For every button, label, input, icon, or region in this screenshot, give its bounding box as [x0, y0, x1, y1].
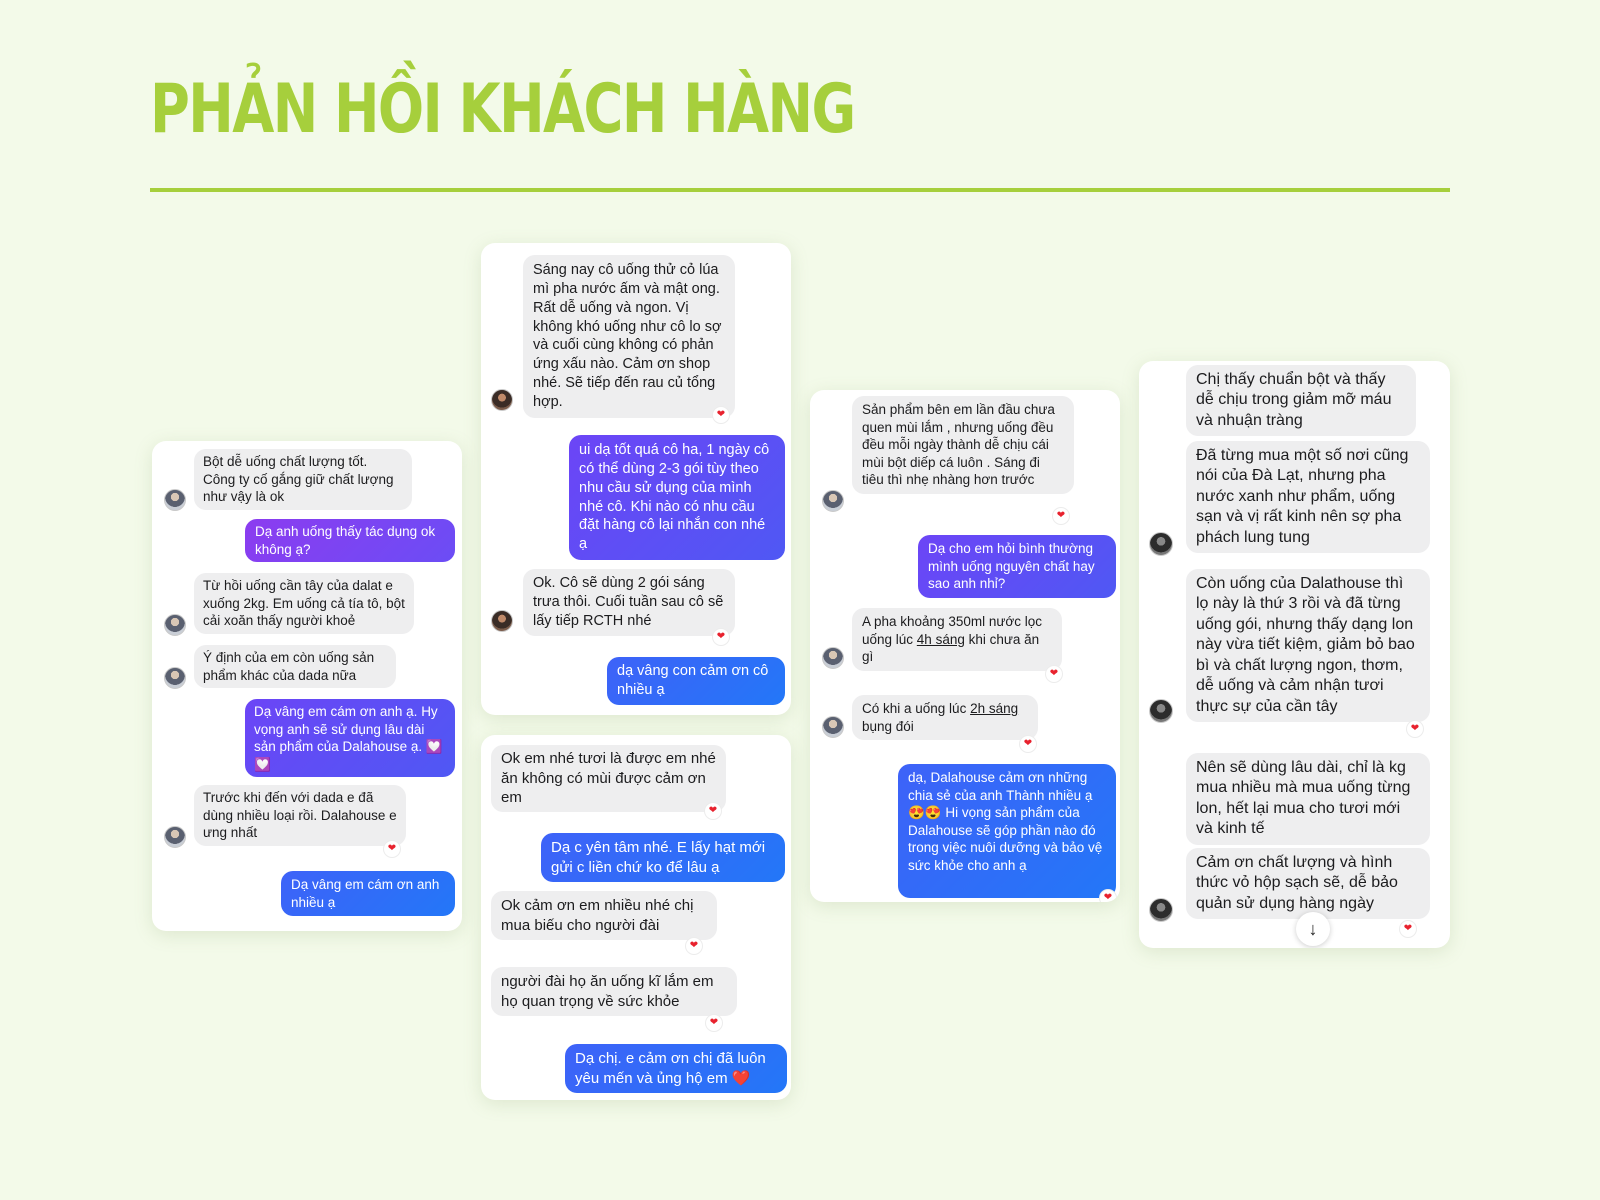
heart-icon: ❤	[1400, 921, 1416, 937]
customer-avatar	[822, 647, 844, 669]
title-divider	[150, 188, 1450, 192]
customer-avatar	[164, 614, 186, 636]
message-bubble: Còn uống của Dalathouse thì lọ này là thứ 3 rồi và đã từng uống gói, nhưng thấy dạng lon này vừa tiết kiệm, giảm bỏ bao bì và chất lượng ngon, thơm, dễ uống và cảm nhận tươi thực sự của cần tây	[1186, 569, 1430, 722]
message-bubble: Nên sẽ dùng lâu dài, chỉ là kg mua nhiều mà mua uống từng lon, hết lại mua cho tươi mới và kinh tế	[1186, 753, 1430, 845]
message-bubble: Trước khi đến với dada e đã dùng nhiều loại rồi. Dalahouse e ưng nhất	[194, 785, 406, 846]
customer-avatar	[491, 610, 513, 632]
heart-icon: ❤	[713, 407, 729, 423]
message-bubble: Từ hồi uống cần tây của dalat e xuống 2kg. Em uống cả tía tô, bột cải xoăn thấy người khoẻ	[194, 573, 414, 634]
message-bubble: Ok. Cô sẽ dùng 2 gói sáng trưa thôi. Cuối tuần sau cô sẽ lấy tiếp RCTH nhé	[523, 569, 735, 636]
message-bubble: Bột dễ uống chất lượng tốt. Công ty cố gắng giữ chất lượng như vậy là ok	[194, 449, 412, 510]
message-bubble: Dạ anh uống thấy tác dụng ok không ạ?	[245, 519, 455, 562]
message-bubble: Dạ c yên tâm nhé. E lấy hạt mới gửi c liền chứ ko để lâu ạ	[541, 833, 785, 882]
customer-avatar	[1149, 532, 1173, 556]
message-bubble: người đài họ ăn uống kĩ lắm em họ quan trọng về sức khỏe	[491, 967, 737, 1016]
message-bubble: Ok em nhé tươi là được em nhé ăn không có mùi được cảm ơn em	[491, 745, 726, 812]
page-title: PHẢN HỒI KHÁCH HÀNG	[150, 70, 855, 149]
message-bubble: ui dạ tốt quá cô ha, 1 ngày cô có thể dùng 2-3 gói tùy theo nhu cầu sử dụng của mình nhé cô. Khi nào có nhu cầu đặt hàng cô lại nhắn con nhé ạ	[569, 435, 785, 560]
message-bubble: Sản phẩm bên em lần đầu chưa quen mùi lắm , nhưng uống đều đều mỗi ngày thành dễ chịu cái mùi bột diếp cá luôn . Sáng đi tiêu thì nhẹ nhàng hơn trước	[852, 396, 1074, 494]
message-bubble: Cảm ơn chất lượng và hình thức vỏ hộp sạch sẽ, dễ bảo quản sử dụng hàng ngày	[1186, 848, 1430, 919]
arrow-down-icon[interactable]: ↓	[1296, 912, 1330, 946]
message-bubble: dạ vâng con cảm ơn cô nhiều ạ	[607, 657, 785, 705]
customer-avatar	[164, 826, 186, 848]
message-text: A pha khoảng 350ml nước lọc uống lúc	[862, 614, 1043, 647]
time-link[interactable]: 4h sáng	[916, 631, 965, 647]
chat-card-4	[810, 390, 1120, 902]
message-bubble	[852, 608, 1062, 671]
message-text: khi chưa ăn gì	[862, 631, 1040, 665]
message-bubble: Dạ chị. e cảm ơn chị đã luôn yêu mến và ủng hộ em ❤️	[565, 1044, 787, 1093]
heart-icon: ❤	[1046, 666, 1062, 682]
heart-icon: ❤	[686, 938, 702, 954]
chat-card-2	[481, 243, 791, 715]
heart-icon: ❤	[705, 803, 721, 819]
heart-icon: ❤	[1020, 736, 1036, 752]
message-bubble: dạ, Dalahouse cảm ơn những chia sẻ của anh Thành nhiều ạ 😍😍 Hi vọng sản phẩm của Dalahouse sẽ góp phần nào đó trong việc nuôi dưỡng và bảo vệ sức khỏe cho anh ạ	[898, 764, 1116, 898]
message-text: bụng đói	[862, 718, 914, 734]
chat-card-5	[1139, 361, 1450, 948]
chat-card-1	[152, 441, 462, 931]
customer-avatar	[822, 716, 844, 738]
customer-avatar	[491, 389, 513, 411]
message-bubble: Đã từng mua một số nơi cũng nói của Đà Lạt, nhưng pha nước xanh như phẩm, uống sạn và vị rất kinh nên sợ pha phách lung tung	[1186, 441, 1430, 553]
customer-avatar	[1149, 699, 1173, 723]
message-text: Có khi a uống lúc	[862, 701, 971, 716]
message-bubble: Ok cảm ơn em nhiều nhé chị mua biếu cho người đài	[491, 891, 717, 940]
message-bubble: Dạ vâng em cám ơn anh ạ. Hy vọng anh sẽ sử dụng lâu dài sản phẩm của Dalahouse ạ. 💟 💟	[245, 699, 455, 777]
heart-icon: ❤	[706, 1015, 722, 1031]
customer-avatar	[164, 667, 186, 689]
message-bubble: Chị thấy chuẩn bột và thấy dễ chịu trong giảm mỡ máu và nhuận tràng	[1186, 365, 1416, 436]
heart-icon: ❤	[1053, 508, 1069, 524]
message-bubble: Dạ vâng em cám ơn anh nhiều ạ	[281, 871, 455, 916]
heart-icon: ❤	[384, 841, 400, 857]
message-bubble: Dạ cho em hỏi bình thường mình uống nguyên chất hay sao anh nhỉ?	[918, 535, 1116, 598]
time-link[interactable]: 2h sáng	[970, 701, 1019, 716]
message-bubble: Sáng nay cô uống thử cỏ lúa mì pha nước ấm và mật ong. Rất dễ uống và ngon. Vị không khó uống như cô lo sợ và cuối cùng không có phản ứng xấu nào. Cảm ơn shop nhé. Sẽ tiếp đến rau củ tổng hợp.	[523, 255, 735, 418]
heart-icon: ❤	[1407, 721, 1423, 737]
heart-icon: ❤	[1100, 890, 1116, 902]
message-bubble: Ý định của em còn uống sản phẩm khác của dada nữa	[194, 645, 396, 688]
message-bubble	[852, 695, 1038, 740]
customer-avatar	[1149, 898, 1173, 922]
customer-avatar	[822, 490, 844, 512]
customer-avatar	[164, 489, 186, 511]
heart-icon: ❤	[713, 629, 729, 645]
chat-card-3	[481, 735, 791, 1100]
